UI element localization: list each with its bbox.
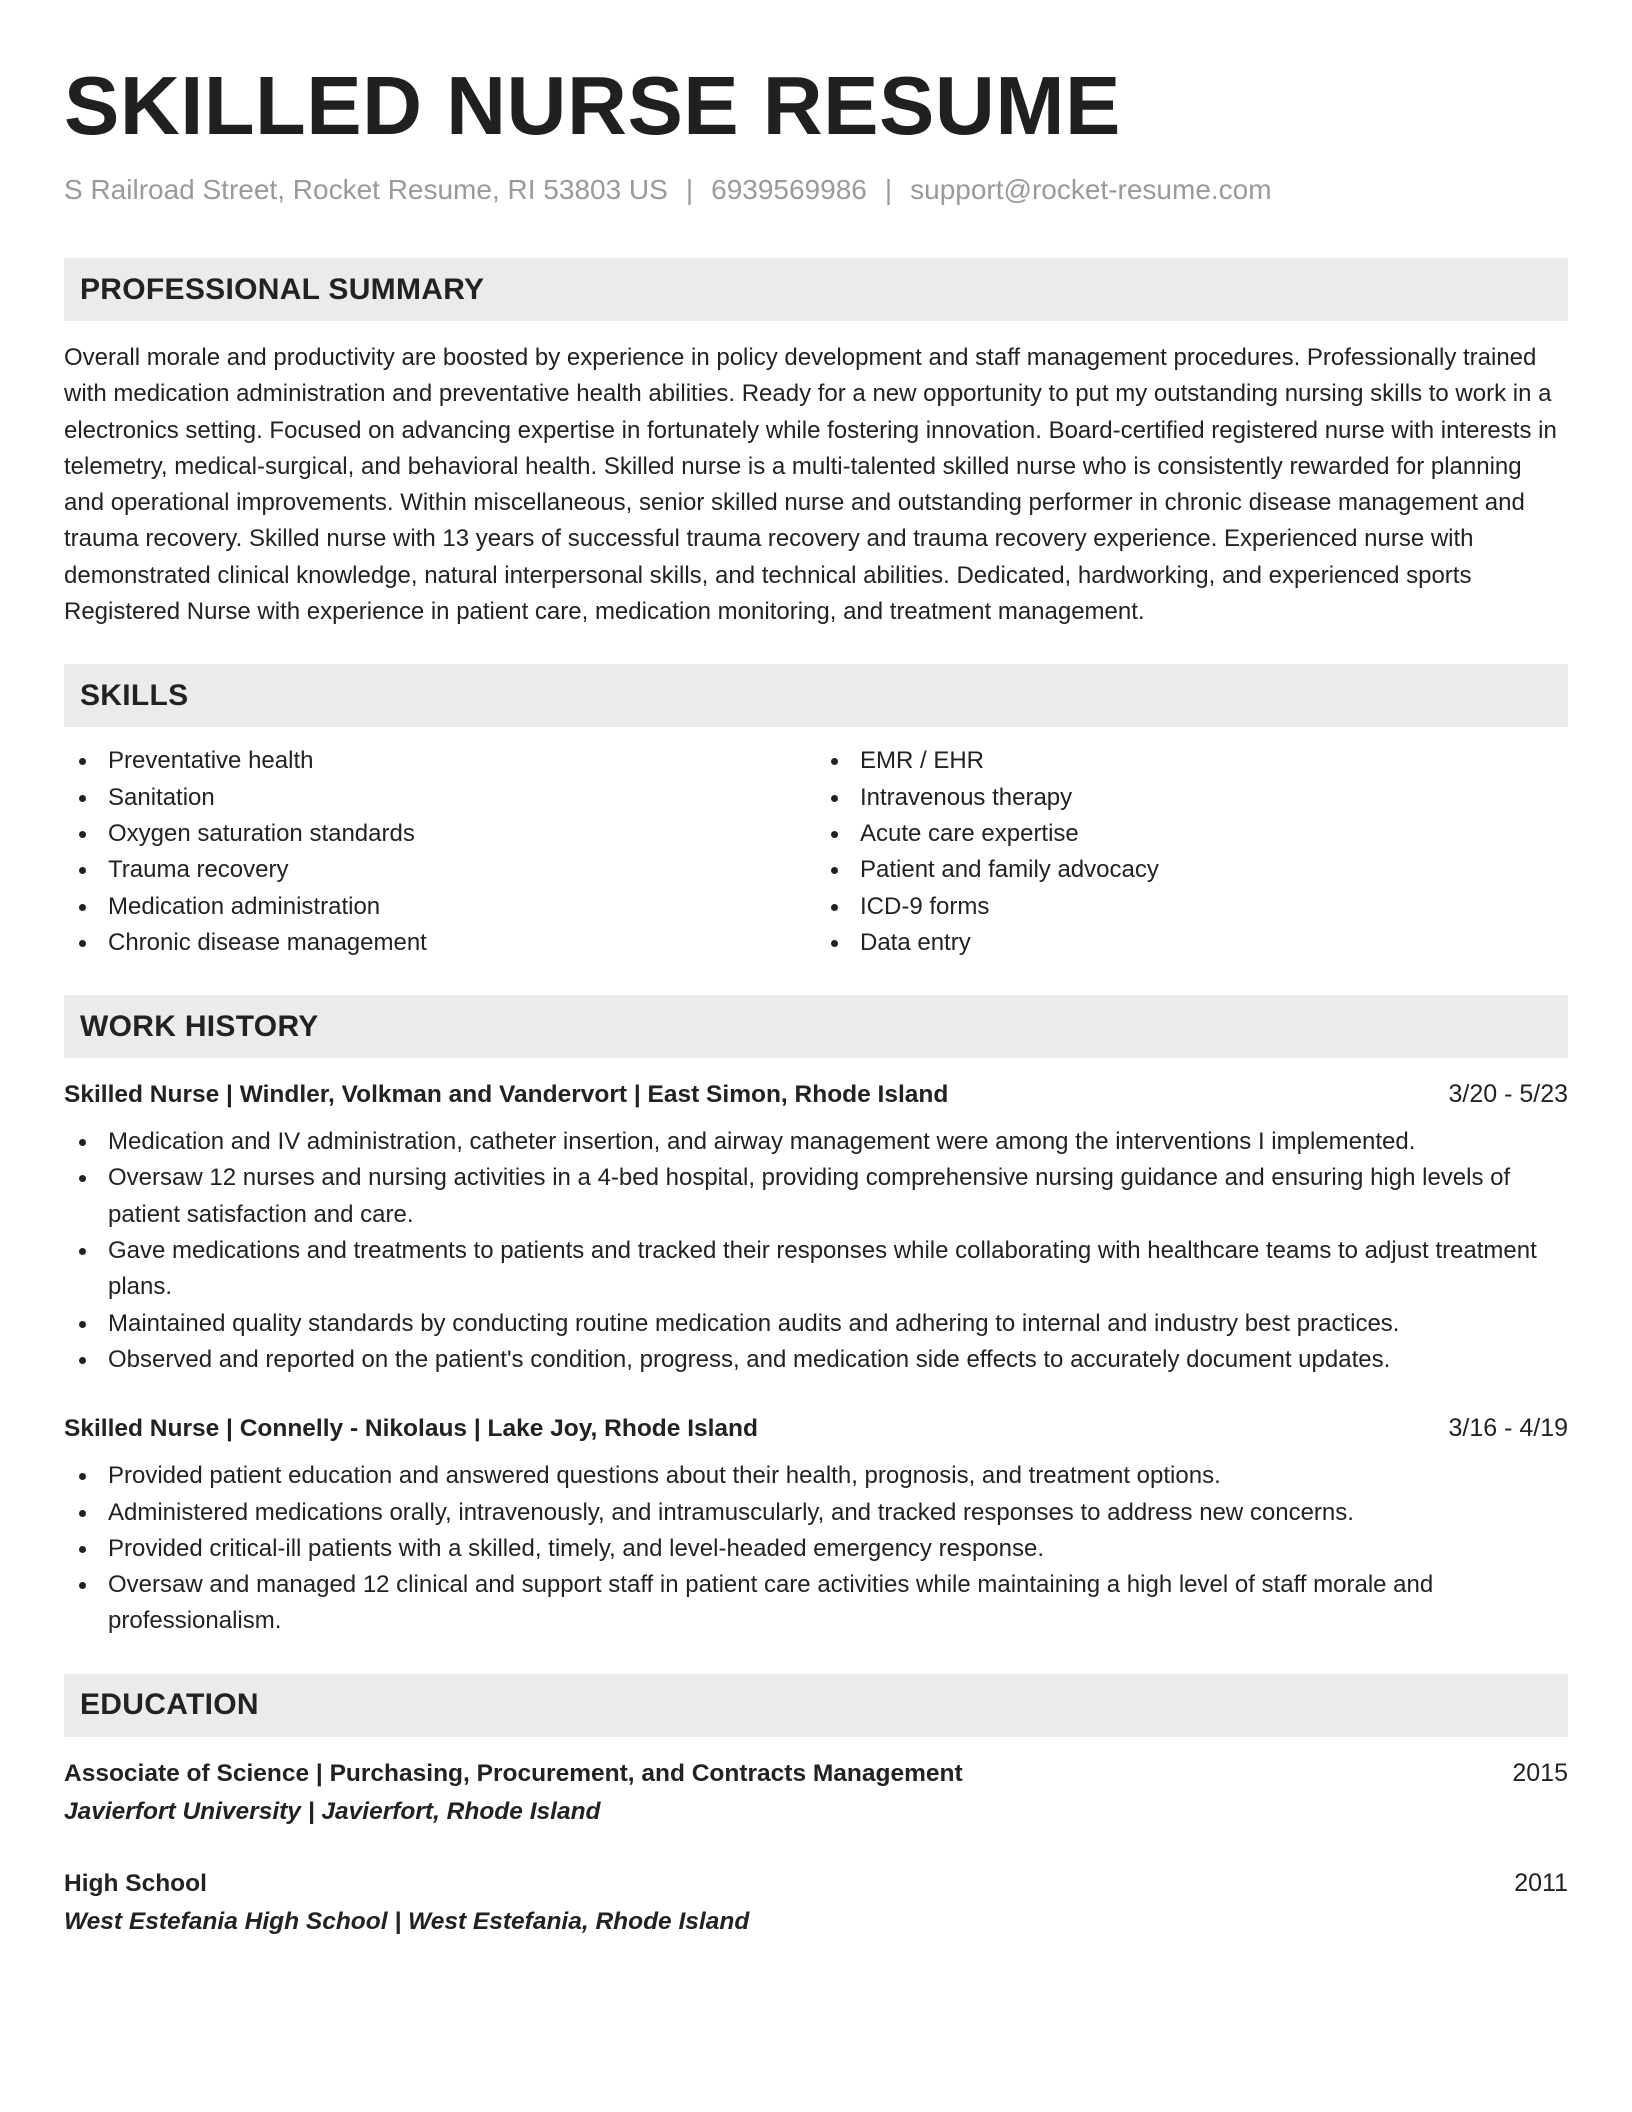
job-bullet: Medication and IV administration, catheter insertion, and airway management were among the interventions I implemented.	[64, 1124, 1568, 1160]
contact-phone: 6939569986	[711, 174, 867, 205]
skills-grid	[64, 743, 1568, 961]
contact-separator: |	[884, 174, 893, 205]
education-degree: Associate of Science | Purchasing, Procurement, and Contracts Management	[64, 1759, 963, 1787]
contact-line	[64, 172, 1568, 208]
skill-item: Data entry	[816, 925, 1568, 961]
job-bullet: Oversaw 12 nurses and nursing activities in a 4-bed hospital, providing comprehensive nursing guidance and ensuring high levels of patient satisfaction and care.	[64, 1160, 1568, 1233]
skill-item: Acute care expertise	[816, 816, 1568, 852]
summary-text: Overall morale and productivity are boosted by experience in policy development and staff management procedures. Professionally trained with medication administration and preventative health abilities. Ready for a new opportunity to put my outstanding nursing skills to work in a electronics setting. Focused on advancing expertise in fortunately while fostering innovation. Board-certified registered nurse with interests in telemetry, medical-surgical, and behavioral health. Skilled nurse is a multi-talented skilled nurse who is consistently rewarded for planning and operational improvements. Within miscellaneous, senior skilled nurse and outstanding performer in chronic disease management and trauma recovery. Skilled nurse with 13 years of successful trauma recovery and trauma recovery experience. Experienced nurse with demonstrated clinical knowledge, natural interpersonal skills, and technical abilities. Dedicated, hardworking, and experienced sports Registered Nurse with experience in patient care, medication monitoring, and treatment management.	[64, 344, 1557, 626]
section-header-work-history: WORK HISTORY	[64, 995, 1568, 1058]
skill-item: Sanitation	[64, 780, 816, 816]
job-bullet: Maintained quality standards by conducting routine medication audits and adhering to internal and industry best practices.	[64, 1306, 1568, 1342]
job-dates: 3/16 - 4/19	[1448, 1414, 1568, 1443]
job-bullet: Administered medications orally, intravenously, and intramuscularly, and tracked responses to address new concerns.	[64, 1495, 1568, 1531]
skills-column-right	[816, 743, 1568, 961]
job-bullet: Oversaw and managed 12 clinical and support staff in patient care activities while maintaining a high level of staff morale and professionalism.	[64, 1567, 1568, 1640]
job-entry	[64, 1410, 1568, 1639]
job-header	[64, 1076, 1568, 1113]
education-school: West Estefania High School | West Estefania, Rhode Island	[64, 1907, 750, 1935]
section-header-summary: PROFESSIONAL SUMMARY	[64, 258, 1568, 321]
education-degree: High School	[64, 1869, 207, 1897]
skill-item: Chronic disease management	[64, 925, 816, 961]
skill-item: Trauma recovery	[64, 852, 816, 888]
education-header	[64, 1865, 1568, 1902]
contact-separator: |	[685, 174, 694, 205]
job-title: Skilled Nurse | Windler, Volkman and Vandervort | East Simon, Rhode Island	[64, 1081, 949, 1109]
skill-item: Preventative health	[64, 743, 816, 779]
education-year: 2015	[1512, 1758, 1568, 1787]
job-bullet: Observed and reported on the patient's condition, progress, and medication side effects to accurately document updates.	[64, 1342, 1568, 1378]
job-title: Skilled Nurse | Connelly - Nikolaus | Lake Joy, Rhode Island	[64, 1415, 758, 1443]
section-header-education: EDUCATION	[64, 1674, 1568, 1737]
job-bullet: Provided critical-ill patients with a skilled, timely, and level-headed emergency response.	[64, 1531, 1568, 1567]
contact-address: S Railroad Street, Rocket Resume, RI 53803 US	[64, 174, 668, 205]
section-header-skills: SKILLS	[64, 664, 1568, 727]
skill-item: EMR / EHR	[816, 743, 1568, 779]
job-dates: 3/20 - 5/23	[1448, 1080, 1568, 1109]
contact-email: support@rocket-resume.com	[910, 174, 1272, 205]
skills-column-left	[64, 743, 816, 961]
education-header	[64, 1755, 1568, 1792]
skill-item: ICD-9 forms	[816, 889, 1568, 925]
skill-item: Patient and family advocacy	[816, 852, 1568, 888]
skill-item: Intravenous therapy	[816, 780, 1568, 816]
job-bullet: Gave medications and treatments to patients and tracked their responses while collaborating with healthcare teams to adjust treatment plans.	[64, 1233, 1568, 1306]
education-entry	[64, 1755, 1568, 1830]
education-year: 2011	[1514, 1868, 1568, 1897]
job-bullet: Provided patient education and answered questions about their health, prognosis, and treatment options.	[64, 1458, 1568, 1494]
resume-name: SKILLED NURSE RESUME	[64, 59, 1121, 152]
skill-item: Oxygen saturation standards	[64, 816, 816, 852]
job-entry	[64, 1076, 1568, 1378]
job-header	[64, 1410, 1568, 1447]
education-school: Javierfort University | Javierfort, Rhode Island	[64, 1797, 601, 1825]
education-entry	[64, 1865, 1568, 1940]
skill-item: Medication administration	[64, 889, 816, 925]
